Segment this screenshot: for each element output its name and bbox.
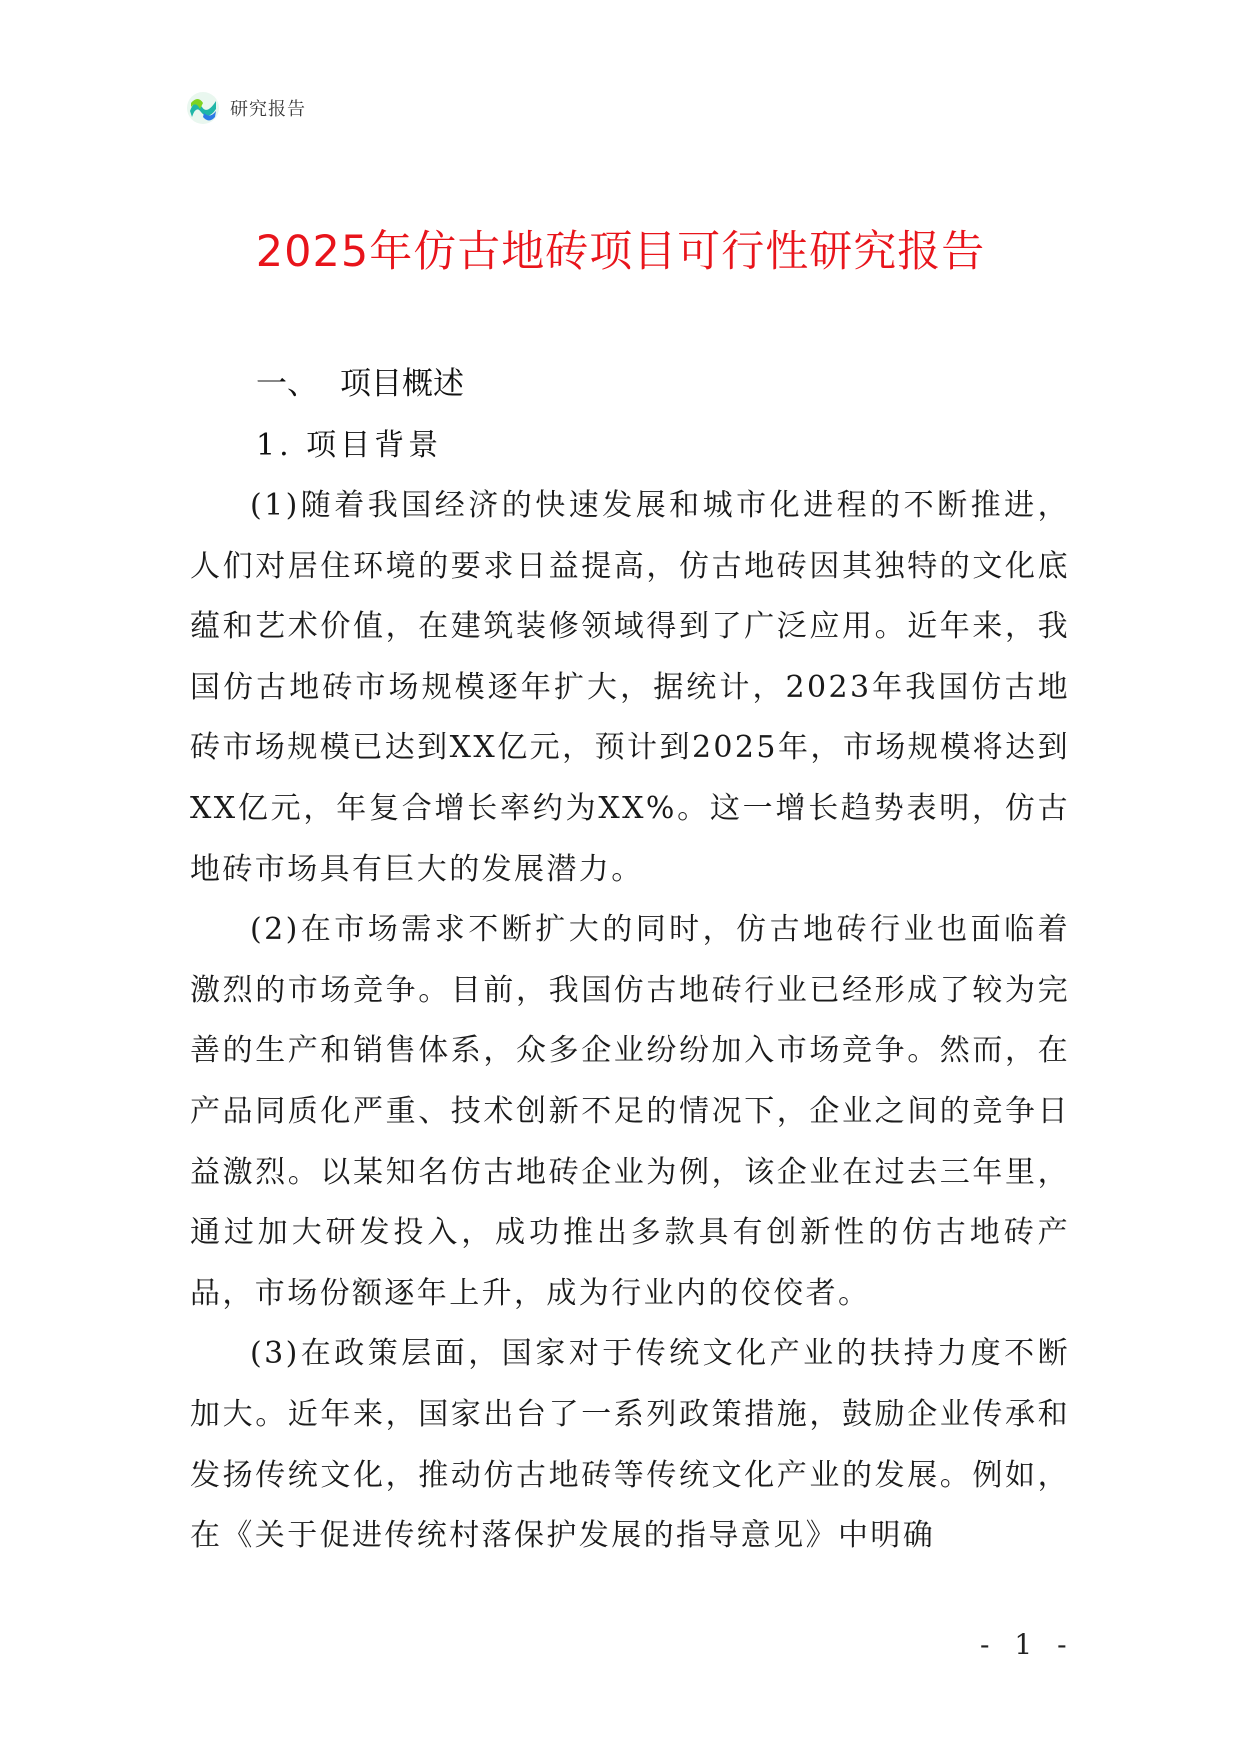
page-number: - 1 - xyxy=(980,1628,1075,1661)
report-logo-icon xyxy=(186,91,220,125)
body-text xyxy=(190,476,1070,1567)
section-label: 项目概述 xyxy=(340,366,464,402)
page-header xyxy=(186,88,306,128)
section-number: 一、 xyxy=(256,366,318,402)
header-label: 研究报告 xyxy=(230,99,306,120)
subsection-heading: 1. 项目背景 xyxy=(256,428,443,463)
document-title: 2025年仿古地砖项目可行性研究报告 xyxy=(255,227,986,277)
paragraph-2: (2)在市场需求不断扩大的同时，仿古地砖行业也面临着激烈的市场竞争。目前，我国仿古地砖行业已经形成了较为完善的生产和销售体系，众多企业纷纷加入市场竞争。然而，在产品同质化严重、技术创新不足的情况下，企业之间的竞争日益激烈。以某知名仿古地砖企业为例，该企业在过去三年里，通过加大研发投入，成功推出多款具有创新性的仿古地砖产品，市场份额逐年上升，成为行业内的佼佼者。 xyxy=(190,912,1070,1311)
paragraph-1: (1)随着我国经济的快速发展和城市化进程的不断推进，人们对居住环境的要求日益提高，仿古地砖因其独特的文化底蕴和艺术价值，在建筑装修领域得到了广泛应用。近年来，我国仿古地砖市场规模逐年扩大，据统计，2023年我国仿古地砖市场规模已达到XX亿元，预计到2025年，市场规模将达到XX亿元，年复合增长率约为XX%。这一增长趋势表明，仿古地砖市场具有巨大的发展潜力。 xyxy=(190,488,1070,887)
paragraph-3: (3)在政策层面，国家对于传统文化产业的扶持力度不断加大。近年来，国家出台了一系列政策措施，鼓励企业传承和发扬传统文化，推动仿古地砖等传统文化产业的发展。例如，在《关于促进传统村落保护发展的指导意见》中明确 xyxy=(190,1336,1070,1554)
section-heading xyxy=(256,358,464,403)
